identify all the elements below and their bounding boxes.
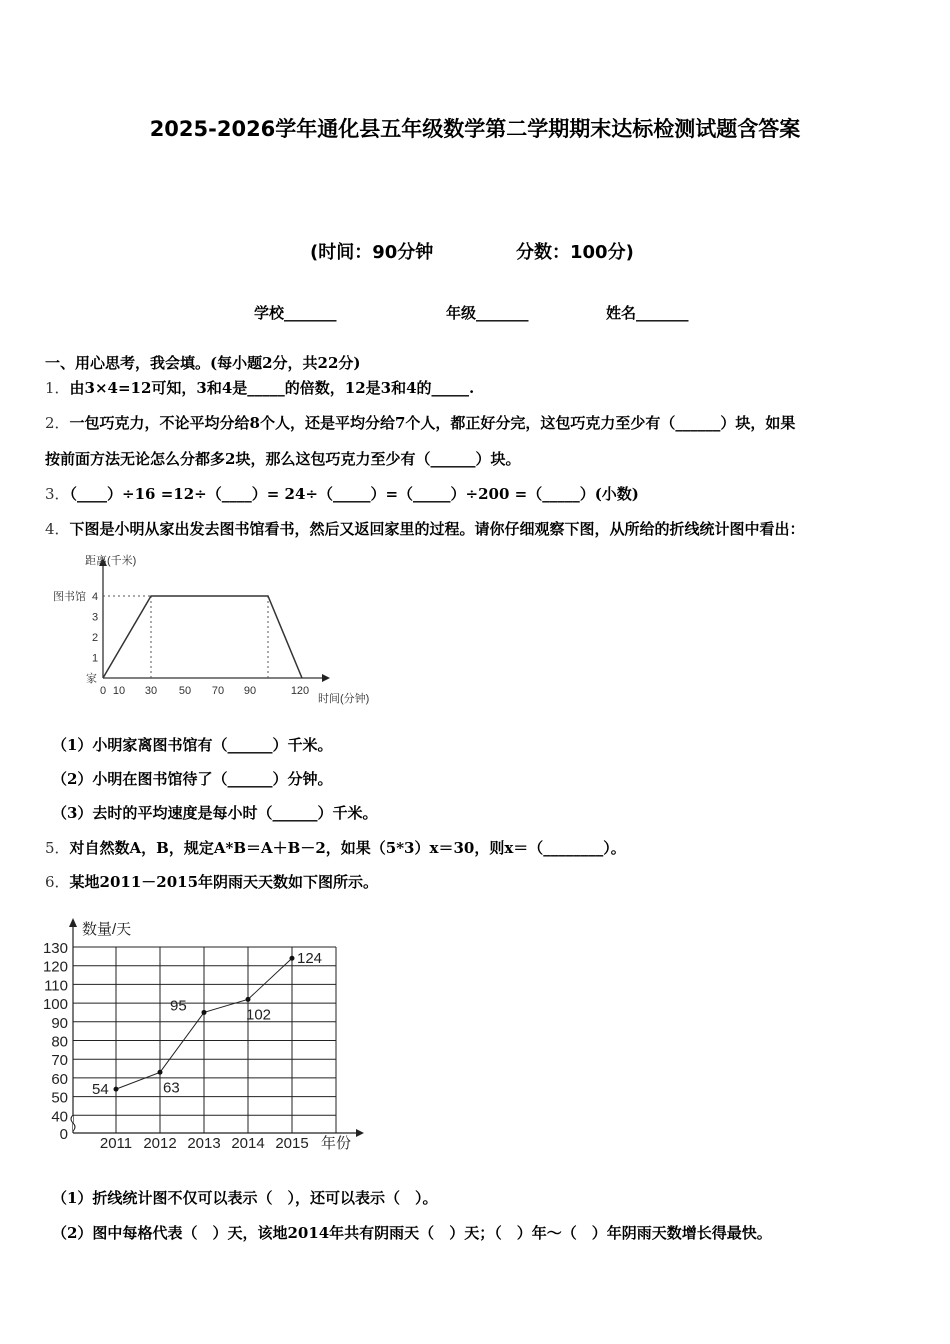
y-tick-label: 40 [51,1108,68,1126]
y-axis-label: 数量/天 [82,921,132,938]
data-point [246,997,251,1002]
score-info: 分数：100分) [516,242,634,263]
library-label: 图书馆 [53,591,86,603]
x-tick-label: 2014 [231,1135,265,1152]
page-title: 2025-2026学年通化县五年级数学第二学期期末达标检测试题含答案 [149,117,801,141]
y-tick-label: 130 [42,940,68,957]
data-point [158,1070,163,1075]
y-axis-label: 距离(千米) [85,555,137,567]
y-tick-label: 70 [51,1052,68,1070]
y-tick-label: 1 [92,652,99,665]
x-tick-label: 2013 [187,1135,221,1152]
x-tick-label: 30 [144,685,158,697]
name-field: 姓名_______ [606,304,689,322]
school-field: 学校_______ [254,304,337,322]
y-tick-label: 0 [59,1126,68,1143]
question-4-2: （2）小明在图书馆待了（______）分钟。 [52,770,333,788]
home-label: 家 [86,673,97,685]
x-axis-label: 年份 [321,1135,352,1152]
y-tick-label: 100 [42,996,68,1014]
grade-field: 年级_______ [446,304,529,322]
y-tick-label: 2 [92,632,99,644]
y-tick-label: 60 [51,1070,68,1088]
x-axis-arrow-icon [356,1129,364,1137]
y-tick-label: 120 [42,958,68,976]
question-5: 5．对自然数A，B，规定A*B＝A＋B－2，如果（5*3）x＝30，则x＝（________）。 [45,839,626,857]
x-tick-label: 120 [290,685,310,697]
x-tick-label: 90 [243,685,257,697]
y-tick-label: 50 [51,1089,68,1107]
y-tick-label: 4 [92,591,99,603]
y-axis-arrow-icon [69,918,77,927]
question-3: 3．（____）÷16 =12÷（____）= 24÷（_____）=（_____）÷200 =（_____）(小数) [45,485,639,503]
question-2-cont: 按前面方法无论怎么分都多2块，那么这包巧克力至少有（______）块。 [45,450,521,468]
data-label: 102 [246,1006,272,1024]
time-info: (时间：90分钟 [310,242,434,263]
question-2: 2．一包巧克力，不论平均分给8个人，还是平均分给7个人，都正好分完，这包巧克力至少有（______）块，如果 [45,414,796,432]
question-6: 6．某地2011－2015年阴雨天天数如下图所示。 [45,873,379,891]
data-label: 63 [163,1079,180,1097]
section-heading: 一、用心思考，我会填。(每小题2分，共22分) [45,354,361,372]
x-tick-label: 70 [211,685,225,697]
question-4-3: （3）去时的平均速度是每小时（______）千米。 [52,804,378,822]
data-label: 95 [170,997,187,1015]
y-tick-label: 110 [44,977,68,995]
x-tick-label: 0 [99,685,107,697]
x-tick-label: 2015 [275,1135,309,1152]
data-label: 54 [92,1081,109,1099]
x-tick-label: 2011 [99,1135,133,1152]
data-point [202,1010,207,1015]
question-4-1: （1）小明家离图书馆有（______）千米。 [52,736,333,754]
data-point [114,1087,119,1092]
y-tick-label: 80 [51,1033,68,1051]
y-tick-label: 90 [51,1014,68,1032]
question-4: 4．下图是小明从家出发去图书馆看书，然后又返回家里的过程。请你仔细观察下图，从所给的折线统计图中看出： [45,520,805,538]
x-tick-label: 2012 [143,1135,177,1152]
x-tick-label: 50 [178,685,192,697]
data-point [290,956,295,961]
axis-break-icon [71,1115,75,1131]
question-1: 1．由3×4=12可知，3和4是_____的倍数，12是3和4的_____. [45,379,475,397]
data-label: 124 [297,950,323,968]
y-tick-label: 3 [92,611,99,624]
x-axis-label: 时间(分钟) [318,693,370,705]
question-6-2: （2）图中每格代表（ ）天，该地2014年共有阴雨天（ ）天；（ ）年～（ ）年阴雨天数增长得最快。 [52,1224,772,1242]
question-6-1: （1）折线统计图不仅可以表示（ ），还可以表示（ ）。 [52,1189,438,1207]
x-tick-label: 10 [112,685,126,697]
